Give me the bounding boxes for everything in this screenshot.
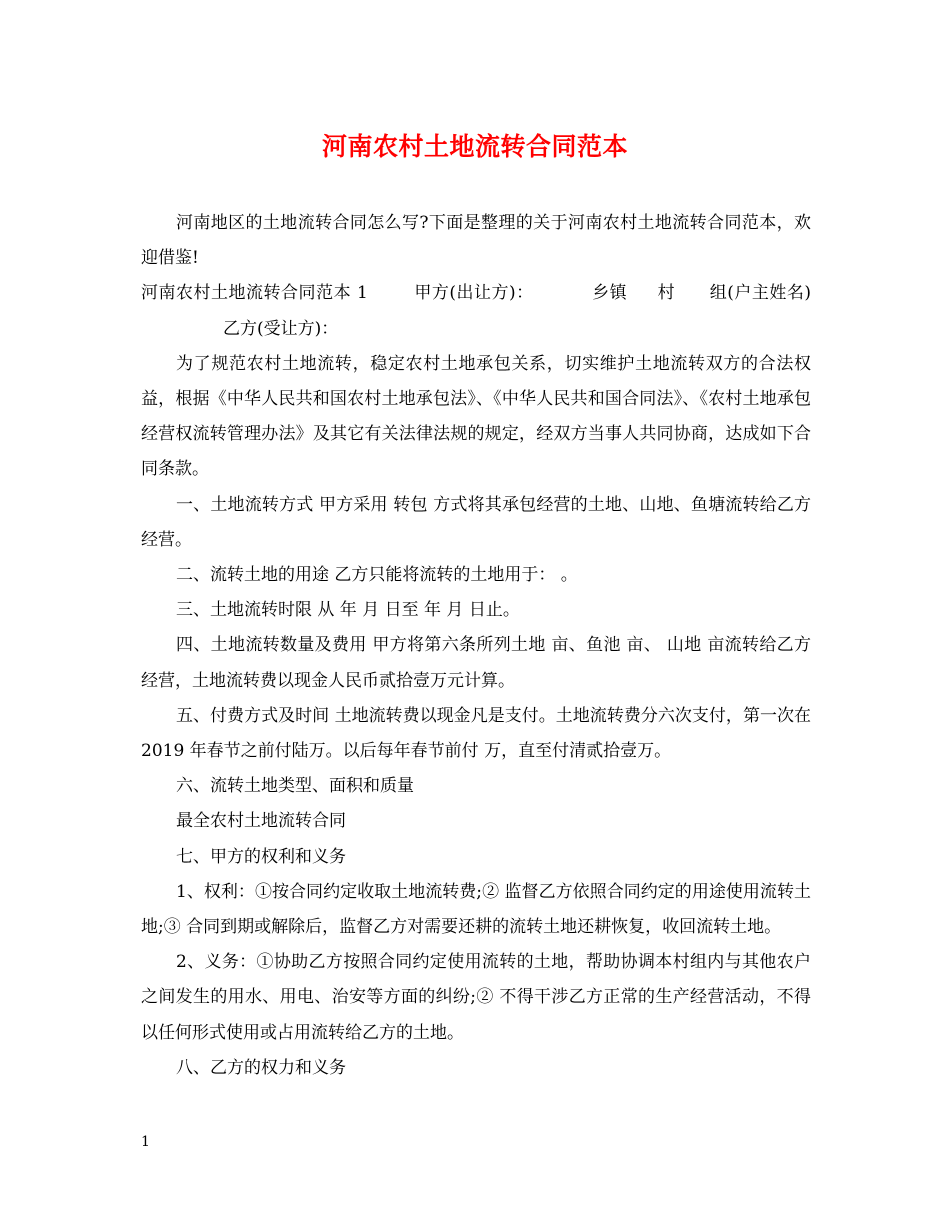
town-label: 乡镇	[591, 283, 628, 304]
party-a-rights-item: 1、权利：①按合同约定收取土地流转费;② 监督乙方依照合同约定的用途使用流转土地;③ 合同到期或解除后，监督乙方对需要还耕的流转土地还耕恢复，收回流转土地。	[141, 881, 811, 938]
contract-version-label: 河南农村土地流转合同范本 1	[141, 283, 368, 304]
party-b-label: 乙方(受让方)：	[223, 318, 339, 339]
intro-paragraph: 河南地区的土地流转合同怎么写?下面是整理的关于河南农村土地流转合同范本，欢迎借鉴!	[141, 213, 811, 269]
clause-term: 三、土地流转时限 从 年 月 日至 年 月 日止。	[176, 600, 520, 621]
preamble-paragraph: 为了规范农村土地流转，稳定农村土地承包关系，切实维护土地流转双方的合法权益，根据《中华人民共和国农村土地承包法》、《中华人民共和国合同法》、《农村土地承包经营权流转管理办法》及其它有关法律法规的规定，经双方当事人共同协商，达成如下合同条款。	[141, 353, 811, 480]
clause-payment: 五、付费方式及时间 土地流转费以现金凡是支付。土地流转费分六次支付，第一次在2019 年春节之前付陆万。以后每年春节前付 万，直至付清贰拾壹万。	[141, 705, 811, 762]
group-label: 组(户主姓名)	[709, 283, 812, 304]
contract-header-line	[141, 276, 811, 346]
subheading-full-contract: 最全农村土地流转合同	[176, 811, 346, 832]
clause-transfer-method: 一、土地流转方式 甲方采用 转包 方式将其承包经营的土地、山地、鱼塘流转给乙方经营。	[141, 494, 811, 550]
party-a-label: 甲方(出让方)：	[413, 283, 534, 304]
party-a-obligations-item: 2、义务：①协助乙方按照合同约定使用流转的土地，帮助协调本村组内与其他农户之间发生的用水、用电、治安等方面的纠纷;② 不得干涉乙方正常的生产经营活动，不得以任何形式使用或占用流转给乙方的土地。	[141, 952, 811, 1043]
document-title: 河南农村土地流转合同范本	[321, 132, 628, 161]
clause-party-b-rights: 八、乙方的权力和义务	[176, 1057, 346, 1078]
page-number: 1	[141, 1134, 150, 1150]
clause-party-a-rights: 七、甲方的权利和义务	[176, 846, 346, 867]
document-body	[141, 206, 811, 1086]
village-label: 村	[657, 283, 676, 304]
clause-land-type: 六、流转土地类型、面积和质量	[176, 776, 414, 797]
clause-land-use: 二、流转土地的用途 乙方只能将流转的土地用于： 。	[176, 565, 578, 586]
clause-quantity-fee: 四、土地流转数量及费用 甲方将第六条所列土地 亩、鱼池 亩、 山地 亩流转给乙方经营，土地流转费以现金人民币贰拾壹万元计算。	[141, 635, 811, 691]
